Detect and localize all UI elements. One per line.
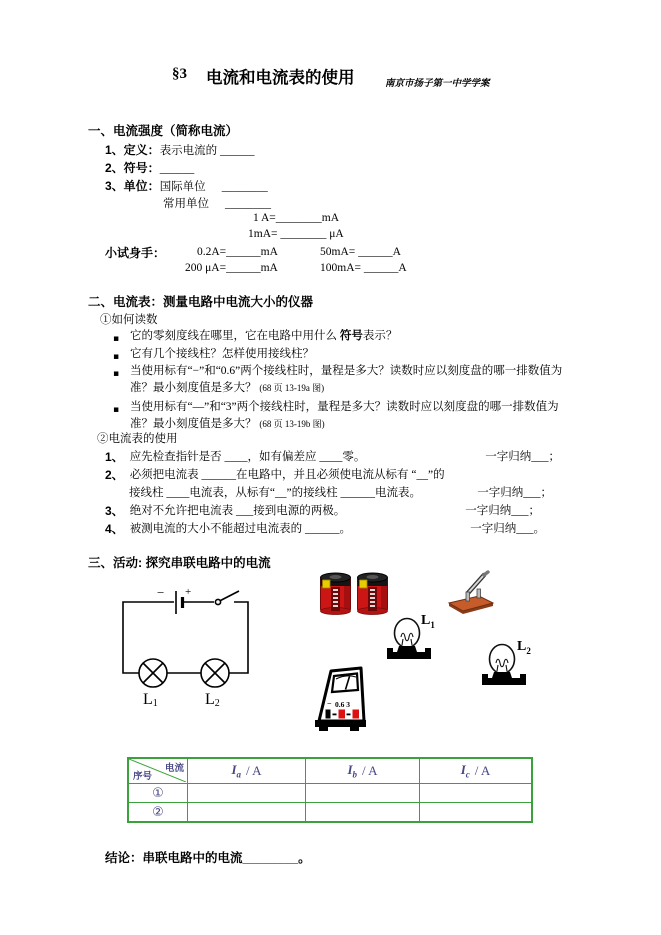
definition-line [105,141,255,158]
unit-intl-text: 国际单位 [159,181,206,193]
lamp1-label [143,691,158,708]
lamp2-subscript: 2 [214,698,220,708]
current-symbol: I [231,762,237,778]
bulb2-label [517,639,531,656]
ammeter-terminal-red [339,710,346,719]
bullet-zero-line [113,328,565,348]
current-symbol: I [347,762,353,778]
row1-label: ① [129,784,188,803]
unit-label: / A [474,763,491,778]
unit-common-text: 常用单位 [163,198,209,210]
bulb1-label [421,613,435,630]
bulb2-letter: L [517,639,527,654]
bullet-range-0.6 [113,363,565,397]
unit-label: / A [362,763,378,778]
bullet-text [130,328,564,348]
conversion-a-ma: 1 A=________mA [253,212,340,224]
practice-q4: 100mA= ______A [320,262,407,274]
bullet-text [130,399,564,433]
table-data-cell [420,803,531,821]
bullet1-bold: 符号 [339,330,363,342]
battery-yellow-label [323,580,331,588]
switch-image [446,570,496,616]
ammeter-minus-label: − [327,699,332,708]
table-data-cell [188,803,306,821]
table-corner-cell [129,759,188,784]
item-text: 被测电流的大小不能超过电流表的 ______。 [129,523,352,535]
switch-lever [468,575,484,593]
bulb1-letter: L [421,613,431,628]
usage-item-1 [105,448,560,465]
column-header-ib [306,759,420,784]
bulb-base [387,646,431,659]
usage-subheading: ②电流表的使用 [97,433,178,445]
column-header-ic [420,759,531,784]
battery-plus-label: + [185,586,192,598]
current-subscript: c [465,769,470,780]
circuit-diagram [108,582,258,708]
table-data-cell [306,784,420,803]
bullet-text: 它有几个接线柱？怎样使用接线柱？ [130,348,314,360]
item-summary: 一字归纳___； [477,487,552,499]
item-number: 2、 [105,468,124,482]
lamp2-cross [205,663,225,683]
switch-knob [484,572,488,575]
bulb2-subscript: 2 [526,645,531,656]
bullet-marker: ▪ [113,369,120,379]
bullet3-note: (68 页 13-19a 图) [259,383,325,393]
item-summary: 一字归纳___； [485,451,560,463]
bullet4-text: 当使用标有“—”和“3”两个接线柱时，量程是多大？读数时应以刻度盘的哪一排数值为准？最小刻度值是多大？ [130,401,559,430]
lamp1-subscript: 1 [152,698,158,708]
usage-item-3 [105,502,540,519]
bullet-marker: ▪ [113,352,120,362]
school-name: 南京市扬子第一中学学案 [385,79,490,89]
practice-label: 小试身手： [105,246,166,260]
ammeter-range-label: 0.6 3 [335,700,350,709]
bullet-text [130,363,564,397]
table-data-cell [306,803,420,821]
corner-label-trial: 序号 [133,771,153,782]
wire [229,602,248,673]
battery-image [319,572,352,617]
item-text: 绝对不允许把电流表 ___接到电源的两极。 [129,505,346,517]
current-subscript: a [236,769,241,780]
title-section-number: §3 [172,66,187,82]
conclusion-line: 结论：串联电路中的电流________。 [105,851,311,865]
item-number: 1、 [105,450,124,464]
section3-heading: 三、活动: 探究串联电路中的电流 [88,556,271,570]
current-subscript: b [352,769,357,780]
battery-image [356,572,389,617]
bullet4-note: (68 页 13-19b 图) [259,419,325,429]
bullet1-pre: 它的零刻度线在哪里，它在电路中用什么 [130,330,340,342]
measurement-table [127,757,533,823]
bullet3-text: 当使用标有“−”和“0.6”两个接线柱时，量程是多大？读数时应以刻度盘的哪一排数值为准？最小刻度值是多大？ [130,365,563,394]
bulb-glass [490,645,515,674]
item-number: 4、 [105,522,124,536]
symbol-label: 2、符号： [105,161,160,175]
column-header-ia [188,759,306,784]
item-summary: 一字归纳___； [465,505,540,517]
item-number: 3、 [105,504,124,518]
item-text: 接线柱 ____电流表，从标有“__”的接线柱 ______电流表。 [129,487,421,499]
section1-heading: 一、电流强度（简称电流） [88,124,239,138]
lamp1-cross [143,663,163,683]
item-text: 应先检查指针是否 ____，如有偏差应 ____零。 [129,451,366,463]
unit-common-blank: ________ [225,198,271,210]
page-title: 电流和电流表的使用 [206,69,355,87]
battery-terminal [330,575,342,579]
conversion-ma-ua: 1mA= ________ μA [248,228,344,240]
symbol-line [105,159,194,176]
battery-minus-label: − [157,585,165,600]
unit-label: 3、单位： [105,179,160,193]
section2-heading: 二、电流表：测量电路中电流大小的仪器 [88,295,314,309]
practice-q3: 200 μA=______mA [185,262,278,274]
bullet1-post: 表示？ [362,330,398,342]
bulb-glass [395,619,420,648]
wire [123,602,174,673]
unit-label: / A [246,763,262,778]
unit-line [105,177,268,194]
practice-q1: 0.2A=______mA [197,246,278,258]
battery-yellow-label [360,580,368,588]
how-to-read-subheading: ①如何读数 [100,314,158,326]
ammeter-image [309,664,373,732]
lamp1-letter: L [143,691,153,708]
item-summary: 一字归纳___。 [470,523,545,535]
switch-post [477,589,481,598]
bulb-base [482,672,526,685]
usage-item-4 [105,520,545,537]
switch-pivot [215,599,220,604]
row2-label: ② [129,803,188,821]
switch-post [466,592,470,601]
ammeter-dash [347,714,351,716]
battery-terminal [367,575,379,579]
ammeter-terminal-red [353,710,360,719]
bulb1-subscript: 1 [430,619,435,630]
ammeter-dash [333,714,337,716]
corner-label-current: 电流 [164,763,184,774]
ammeter-foot [350,727,359,731]
usage-item-2-line2 [105,484,552,500]
ammeter-bottom [315,720,366,727]
lamp2-label [205,691,220,708]
definition-label: 1、定义： [105,143,160,157]
symbol-blank: ______ [159,163,195,175]
usage-item-2-line1 [105,466,552,483]
bullet-marker: ▪ [113,405,120,415]
item-text: 必须把电流表 ______在电路中，并且必须使电流从标有 “__”的 [129,469,445,481]
table-data-cell [188,784,306,803]
ammeter-foot [319,727,328,731]
unit-intl-blank: ________ [221,181,268,193]
common-unit-line [163,195,271,211]
bullet-marker: ▪ [113,334,120,344]
table-data-cell [420,784,531,803]
practice-q2: 50mA= ______A [320,246,401,258]
switch-lever [221,591,240,601]
bullet-range-3 [113,399,565,433]
definition-text: 表示电流的 ______ [159,145,255,157]
lamp2-letter: L [205,691,215,708]
current-symbol: I [460,762,466,778]
ammeter-terminal-black [326,710,331,719]
